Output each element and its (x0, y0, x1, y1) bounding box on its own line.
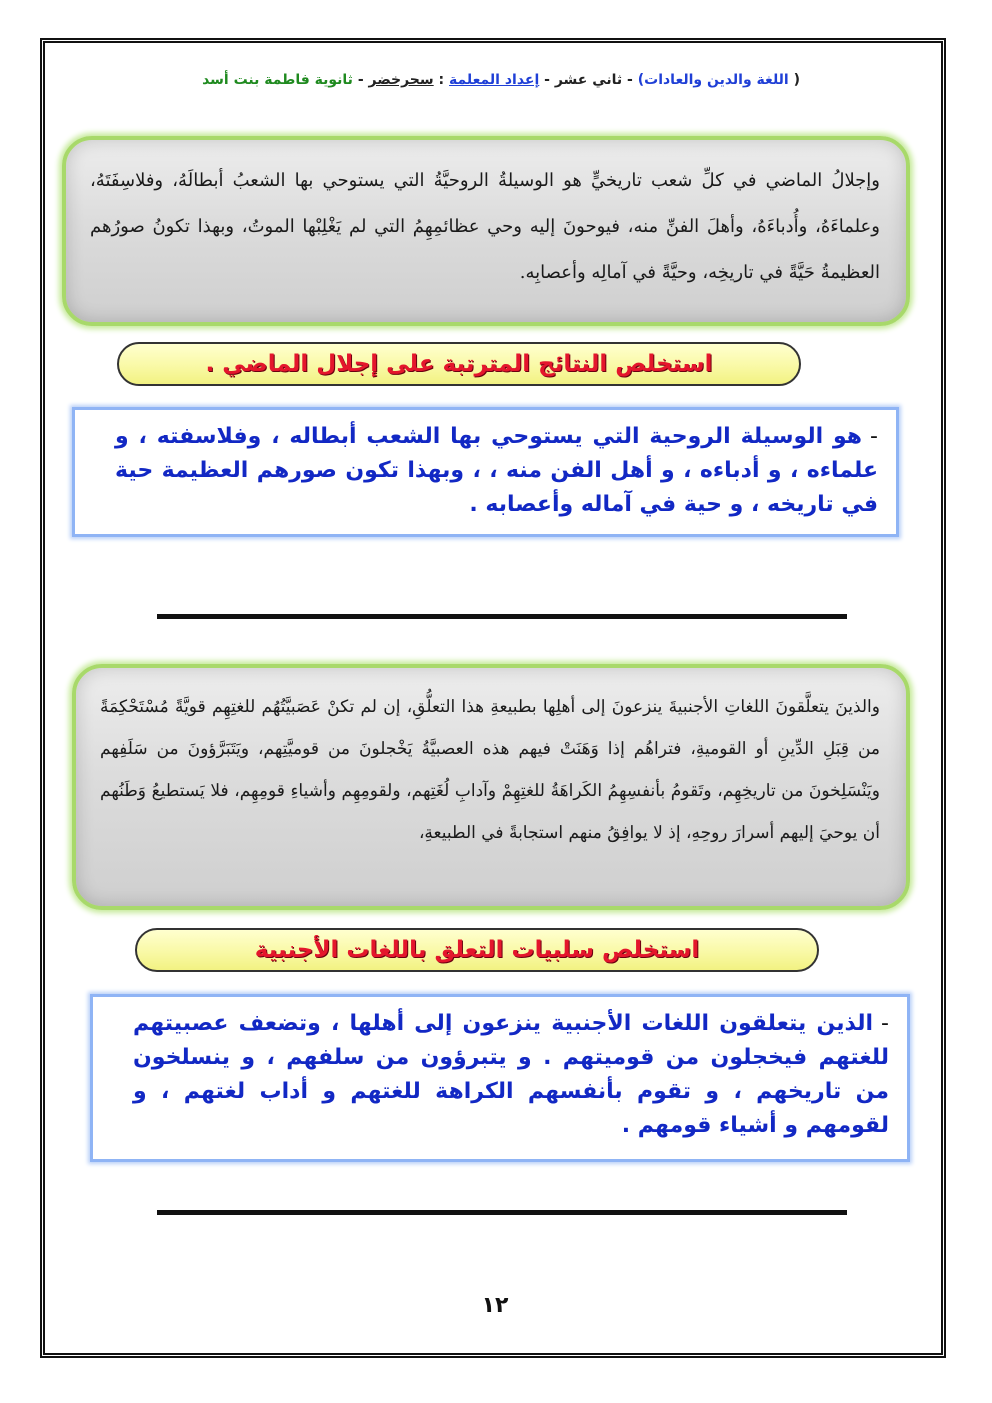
header-subject: اللغة والدين والعادات) (637, 72, 789, 88)
answer-text: الذين يتعلقون اللغات الأجنبية ينزعون إلى أهلها ، وتضعف عصبيتهم للغتهم فيخجلون من قوميتهم . و يتبرؤون من سلفهم ، و ينسلخون من تاريخهم ، و تقوم بأنفسهم الكراهة للغتهم و أداب لغتهم ، و لقومهم و أشياء قومهم . (133, 1011, 889, 1138)
passage-box-2 (72, 664, 910, 910)
question-banner-2 (135, 928, 819, 972)
answer-marker: - (881, 1011, 889, 1036)
page-number: ١٢ (481, 1293, 509, 1318)
passage-box-1 (62, 136, 910, 326)
header-separator: - (539, 72, 550, 88)
header-separator: - (622, 72, 633, 88)
divider-line (157, 1210, 847, 1215)
passage-line: قويَّةً مُسْتَحْكِمَةً من قِبَلِ الدِّينِ أو القوميةِ، فتراهُم إذا وَهَنَتْ فيهم هذه العصبيَّةُ يَخْجلونَ من قوميَّتِهم، (100, 697, 880, 759)
header-open-paren: ( (793, 72, 800, 88)
header-separator: - (357, 72, 364, 88)
passage-line: والذينَ يتعلَّقونَ اللغاتِ الأجنبيةَ ينزعونَ إلى أهلِها بطبيعةِ هذا التعلُّقِ، إن لم تكنْ عَصَبيَّتُهُم للغتِهِم (205, 697, 880, 717)
answer-box-2 (90, 994, 910, 1162)
answer-text: هو الوسيلة الروحية التي يستوحي بها الشعب أبطاله ، وفلاسفته ، و علماءه ، و أدباءه ، و أهل الفن منه ، ، وبهذا تكون صورهم العظيمة حية في تاريخه ، و حية في آماله وأعصابه . (115, 424, 878, 517)
header-prepared-by: إعداد المعلمة (449, 72, 540, 88)
passage-line: تكونُ صورُهم العظيمةُ حَيَّةً في تاريخِه، وحيَّةً في آمالِه وأعصابِه. (90, 216, 880, 283)
header-separator: : (433, 72, 445, 88)
divider-line (157, 614, 847, 619)
answer-marker: - (870, 424, 878, 449)
header-grade: ثاني عشر (554, 72, 623, 88)
passage-line: وإجلالُ الماضي في كلِّ شعب تاريخيٍّ هو الوسيلةُ الروحيَّةُ التي يستوحي بها الشعبُ أبطالَهُ، (163, 170, 880, 191)
header-teacher-name: سحرخضر (368, 72, 434, 88)
passage-line: وفلاسِفَتَهُ، وعلماءَهُ، وأُدباءَهُ، وأهلَ الفنِّ منه، فيوحونَ إليه وحي عظائمِهِمُ التي لم يَغْلِبْها الموتُ، وبهذا (90, 170, 880, 237)
question-text: استخلص سلبيات التعلق باللغات الأجنبية (254, 937, 700, 963)
page-header (60, 66, 800, 94)
answer-box-1 (72, 407, 899, 537)
passage-line: ويَتَبَرَّؤونَ من سَلَفِهم ويَنْسَلِخونَ من تاريخِهِم، وتَقومُ بأنفسِهِمُ الكَراهَةُ للغتِهِمْ وآدابِ لُغَتِهم، ولقومِهِم (100, 739, 881, 801)
header-school-name: ثانوية فاطمة بنت أسد (202, 72, 353, 88)
passage-line: وأشياءِ قومِهِم، فلا يَستطيعُ وَطَنُهم أن يوحيَ إليهم أسرارَ روحِهِ، إذ لا يوافِقُ منهم استجابةً في الطبيعةِ، (100, 781, 880, 843)
question-banner-1 (117, 342, 801, 386)
question-text: استخلص النتائج المترتبة على إجلال الماضي . (205, 351, 713, 377)
